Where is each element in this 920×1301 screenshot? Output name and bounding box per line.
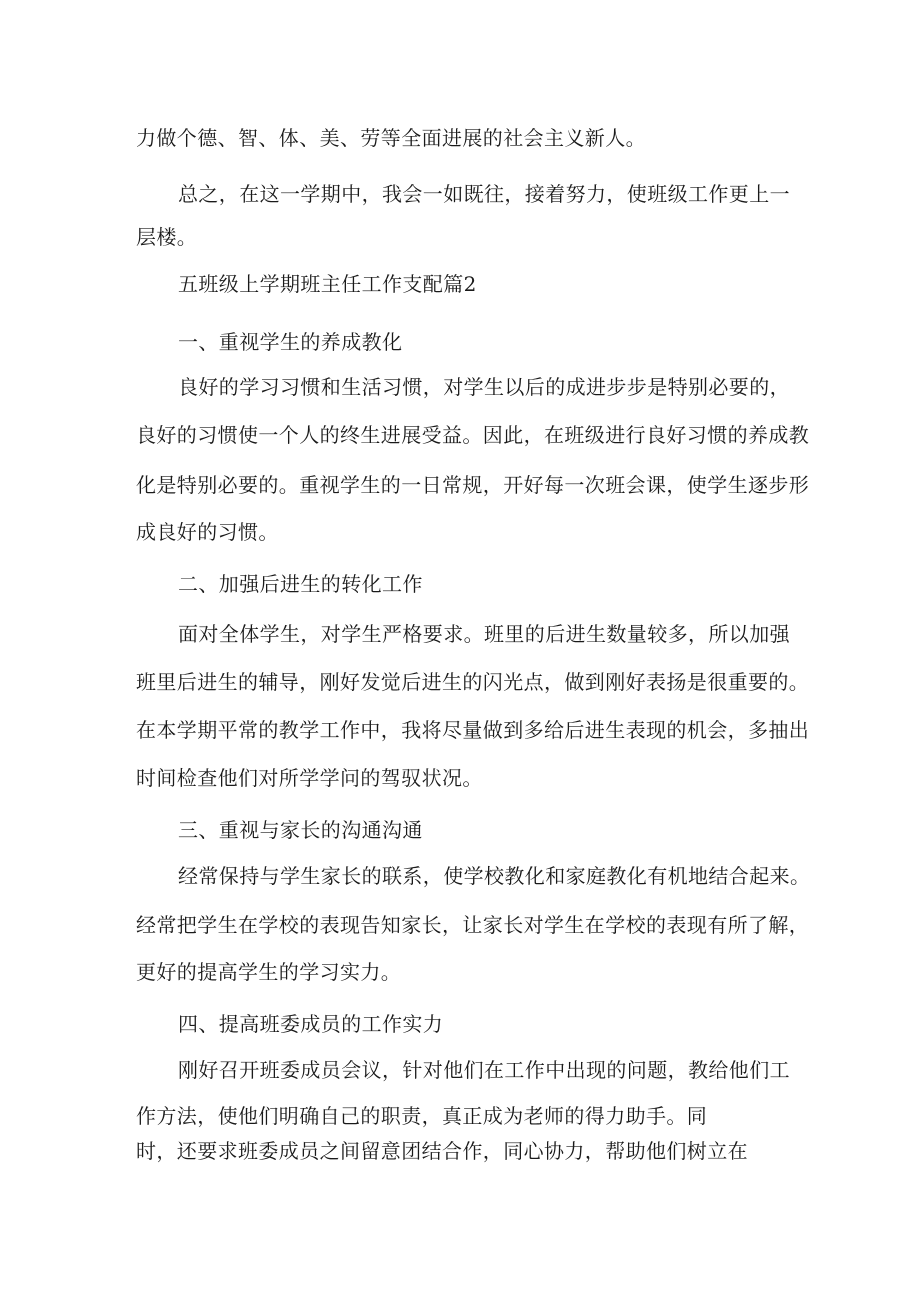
- body-text-line: 良好的学习习惯和生活习惯，对学生以后的成进步步是特别必要的，: [178, 375, 790, 399]
- body-text-line: 刚好召开班委成员会议，针对他们在工作中出现的问题，教给他们工: [178, 1058, 790, 1082]
- section-heading: 三、重视与家长的沟通沟通: [178, 818, 423, 842]
- body-text-line: 经常保持与学生家长的联系，使学校教化和家庭教化有机地结合起来。: [178, 864, 811, 888]
- body-text-line: 层楼。: [136, 225, 198, 249]
- section-heading: 四、提高班委成员的工作实力: [178, 1012, 444, 1036]
- body-text-line: 化是特别必要的。重视学生的一日常规，开好每一次班会课，使学生逐步形: [136, 473, 810, 497]
- section-heading: 一、重视学生的养成教化: [178, 330, 403, 354]
- body-text-line: 力做个德、智、体、美、劳等全面进展的社会主义新人。: [136, 126, 646, 150]
- body-text-line: 良好的习惯使一个人的终生进展受益。因此，在班级进行良好习惯的养成教: [136, 423, 810, 447]
- body-text-line: 时，还要求班委成员之间留意团结合作，同心协力，帮助他们树立在: [136, 1139, 748, 1163]
- section-heading: 二、加强后进生的转化工作: [178, 572, 423, 596]
- body-text-line: 班里后进生的辅导，刚好发觉后进生的闪光点，做到刚好表扬是很重要的。: [136, 670, 810, 694]
- body-text-line: 总之，在这一学期中，我会一如既往，接着努力，使班级工作更上一: [178, 182, 790, 206]
- body-text-line: 作方法，使他们明确自己的职责，真正成为老师的得力助手。同: [136, 1104, 708, 1128]
- section-heading: 五班级上学期班主任工作支配篇2: [178, 272, 477, 296]
- body-text-line: 经常把学生在学校的表现告知家长，让家长对学生在学校的表现有所了解，: [136, 913, 810, 937]
- body-text-line: 在本学期平常的教学工作中，我将尽量做到多给后进生表现的机会，多抽出: [136, 718, 810, 742]
- body-text-line: 更好的提高学生的学习实力。: [136, 960, 402, 984]
- body-text-line: 时间检查他们对所学学问的驾驭状况。: [136, 766, 483, 790]
- body-text-line: 面对全体学生，对学生严格要求。班里的后进生数量较多，所以加强: [178, 622, 790, 646]
- body-text-line: 成良好的习惯。: [136, 520, 279, 544]
